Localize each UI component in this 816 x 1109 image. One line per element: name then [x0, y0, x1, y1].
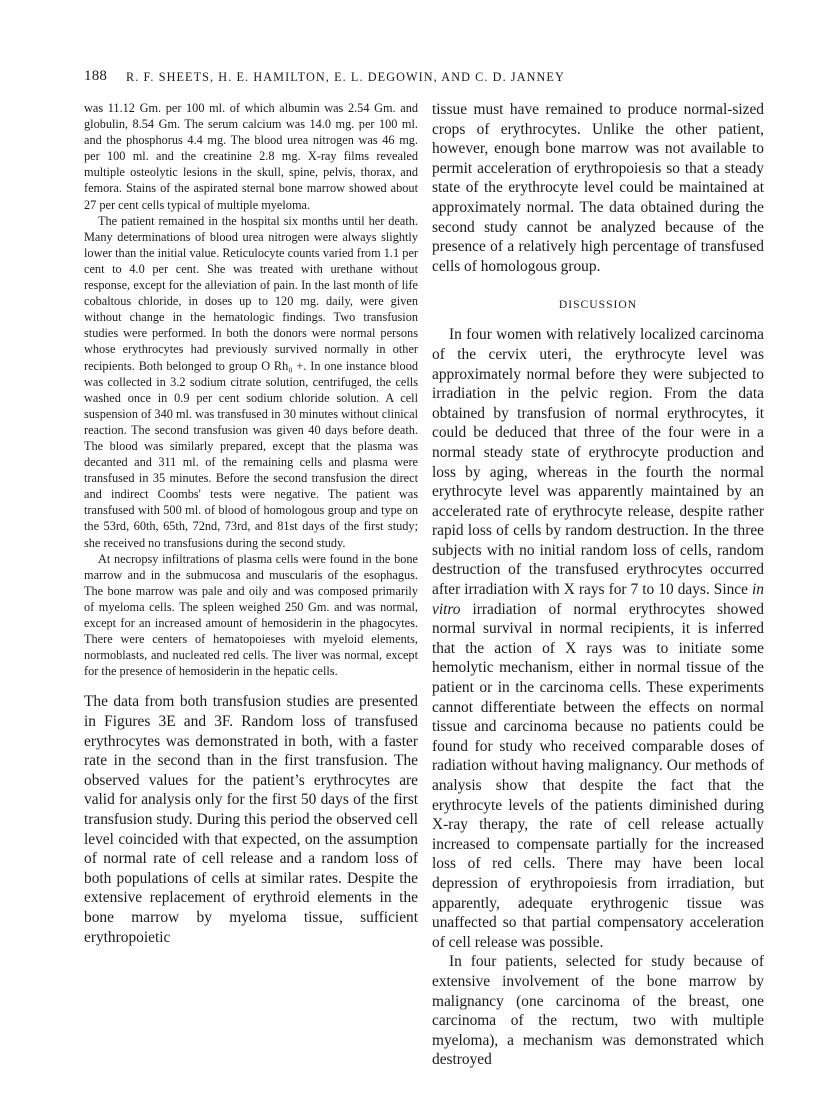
paragraph-transfusion-data: The data from both transfusion studies are presented in Figures 3E and 3F. Random loss of transfused erythrocytes was demonstrated in both, with a faster rate in the second than in the first transfusion. The observed values for the patient’s erythrocytes are valid for analysis only for the first 50 days of the first transfusion study. During this period the observed cell level coincided with that expected, on the assumption of normal rate of cell release and a random loss of both populations of cells at similar rates. Despite the extensive replacement of erythroid elements in the bone marrow by myeloma tissue, sufficient erythropoietic — [84, 693, 418, 946]
paragraph-discussion-2: In four patients, selected for study because of extensive involvement of the bone marrow by malignancy (one carcinoma of the breast, one carcinoma of the rectum, two with multiple myeloma), a mechanism was demonstrated which destroyed — [432, 953, 764, 1069]
paragraph-necropsy: At necropsy infiltrations of plasma cells were found in the bone marrow and in the submucosa and muscularis of the esophagus. The bone marrow was pale and oily and was composed primarily of myeloma cells. The spleen weighed 250 Gm. and was normal, except for an increased amount of hemosiderin in the phagocytes. There were centers of hematopoieses with myeloid elements, normoblasts, and nucleated red cells. The liver was normal, except for the presence of hemosiderin in the hepatic cells. — [84, 551, 418, 679]
left-column — [84, 100, 418, 947]
discussion-text-b: irradiation of normal erythrocytes showed normal survival in normal recipients, it is inferred that the action of X rays was to initiate some hemolytic mechanism, either in normal tissue of the patient or in the carcinoma cells. These experiments cannot differentiate between the effects on normal tissue and carcinoma because no patients could be found for study who received comparable doses of radiation without having malignancy. Our methods of analysis show that despite the fact that the erythrocyte levels of the patients diminished during X-ray therapy, the rate of cell release actually increased to compensate partially for the increased loss of red cells. There may have been local depression of erythropoiesis from irradiation, but apparently, adequate erythrogenic tissue was unaffected so that partial compensatory acceleration of cell release was possible. — [432, 600, 764, 951]
paragraph-continuation: tissue must have remained to produce normal-sized crops of erythrocytes. Unlike the other patient, however, enough bone marrow was not available to permit acceleration of erythropoiesis so that a steady state of the erythrocyte level could be maintained at approximately normal. The data obtained during the second study cannot be analyzed because of the presence of a relatively high percentage of transfused cells of homologous group. — [432, 101, 764, 275]
paragraph-discussion-1 — [432, 325, 764, 952]
discussion-italic-term: in vitro — [432, 581, 764, 618]
paragraph-lab-findings: was 11.12 Gm. per 100 ml. of which albumin was 2.54 Gm. and globulin, 8.54 Gm. The serum calcium was 14.0 mg. per 100 ml. and the phosphorus 4.4 mg. The blood urea nitrogen was 46 mg. per 100 ml. and the creatinine 2.8 mg. X-ray films revealed multiple osteolytic lesions in the skull, spine, pelvis, thorax, and femora. Stains of the aspirated sternal bone marrow showed about 27 per cent cells typical of multiple myeloma. — [84, 101, 418, 212]
page-header — [84, 68, 764, 92]
page-number: 188 — [84, 68, 108, 84]
paragraph-hospital-course: The patient remained in the hospital six months until her death. Many determinations of blood urea nitrogen were always slightly lower than the initial value. Reticulocyte counts varied from 1.1 per cent to 4.0 per cent. She was treated with urethane without response, except for the alleviation of pain. In the last month of life cobaltous chloride, in doses up to 120 mg. daily, were given without change in the hematologic findings. Two transfusion studies were performed. In both the donors were normal persons whose erythrocytes had previously survived normally in other recipients. Both belonged to group O Rh₀ +. In one instance blood was collected in 3.2 sodium citrate solution, centrifuged, the cells washed once in 0.9 per cent sodium chloride solution. A cell suspension of 340 ml. was transfused in 30 minutes without clinical reaction. The second transfusion was given 40 days before death. The blood was similarly prepared, except that the plasma was decanted and 311 ml. of the remaining cells and plasma were transfused in 35 minutes. Before the second transfusion the direct and indirect Coombs' tests were negative. The patient was transfused with 500 ml. of blood of homologous group and type on the 53rd, 60th, 65th, 72nd, 73rd, and 81st days of the first study; she received no transfusions during the second study. — [84, 213, 418, 550]
discussion-text-a: In four women with relatively localized carcinoma of the cervix uteri, the erythrocyte level was approximately normal before they were subjected to irradiation in the pelvic region. From the data obtained by transfusion of normal erythrocytes, it could be deduced that three of the four were in a normal steady state of erythrocyte production and loss by aging, whereas in the fourth the normal erythrocyte level was apparently maintained by an accelerated rate of erythrocyte release, despite rather rapid loss of cells by random destruction. In the three subjects with no initial random loss of cells, random destruction of the transfused erythrocytes occurred after irradiation with X rays for 7 to 10 days. Since — [432, 326, 764, 599]
section-heading-discussion: DISCUSSION — [558, 298, 638, 312]
right-column — [432, 100, 764, 1070]
running-head-authors: R. F. SHEETS, H. E. HAMILTON, E. L. DEGOWIN, AND C. D. JANNEY — [126, 70, 565, 84]
